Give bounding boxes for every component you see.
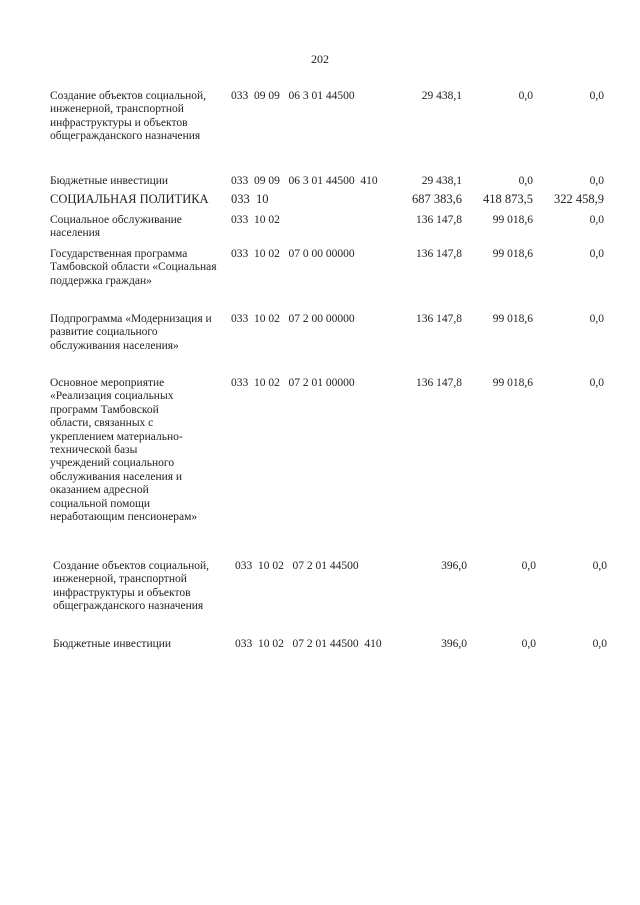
row-value-3: 0,0	[589, 313, 604, 325]
row-value-3: 0,0	[589, 377, 604, 389]
row-value-3: 322 458,9	[554, 192, 604, 206]
page-number: 202	[311, 52, 329, 66]
row-code: 033 09 09 06 3 01 44500	[231, 90, 355, 102]
row-value-2: 99 018,6	[492, 313, 533, 325]
row-value-2: 0,0	[521, 638, 536, 650]
row-value-3: 0,0	[592, 560, 607, 572]
row-name: Создание объектов социальной, инженерной, транспортной инфраструктуры и объектов общегражданского назначения	[50, 90, 207, 143]
row-value-2: 99 018,6	[492, 248, 533, 260]
row-code: 033 09 09 06 3 01 44500 410	[231, 175, 378, 187]
row-value-1: 396,0	[441, 560, 467, 572]
row-code: 033 10 02 07 2 01 44500 410	[235, 638, 382, 650]
row-name: Бюджетные инвестиции	[50, 175, 169, 187]
row-value-2: 99 018,6	[492, 377, 533, 389]
row-name: Социальное обслуживание населения	[50, 214, 182, 240]
row-value-3: 0,0	[589, 248, 604, 260]
row-code: 033 10 02 07 0 00 00000	[231, 248, 355, 260]
row-value-1: 29 438,1	[421, 90, 462, 102]
row-value-3: 0,0	[589, 90, 604, 102]
row-name: Основное мероприятие «Реализация социальных программ Тамбовской области, связанных с укреплением материально-технической базы учреждений социального обслуживания населения и оказанием адресной социальной помощи неработающим пенсионерам»	[50, 377, 198, 524]
row-value-3: 0,0	[589, 175, 604, 187]
row-value-1: 136 147,8	[416, 214, 462, 226]
row-value-1: 396,0	[441, 638, 467, 650]
row-code: 033 10	[231, 192, 269, 206]
row-name: Создание объектов социальной, инженерной, транспортной инфраструктуры и объектов общегражданского назначения	[53, 560, 210, 613]
row-code: 033 10 02 07 2 01 44500	[235, 560, 359, 572]
row-value-1: 136 147,8	[416, 248, 462, 260]
row-name: Государственная программа Тамбовской области «Социальная поддержка граждан»	[50, 248, 217, 287]
row-value-3: 0,0	[592, 638, 607, 650]
row-value-2: 0,0	[518, 90, 533, 102]
row-code: 033 10 02 07 2 00 00000	[231, 313, 355, 325]
row-name: Подпрограмма «Модернизация и развитие социального обслуживания населения»	[50, 313, 212, 352]
row-name: СОЦИАЛЬНАЯ ПОЛИТИКА	[50, 192, 209, 206]
row-value-1: 29 438,1	[421, 175, 462, 187]
row-name: Бюджетные инвестиции	[53, 638, 172, 650]
row-value-1: 136 147,8	[416, 377, 462, 389]
row-code: 033 10 02	[231, 214, 280, 226]
row-value-2: 0,0	[521, 560, 536, 572]
row-value-2: 99 018,6	[492, 214, 533, 226]
row-value-1: 687 383,6	[412, 192, 462, 206]
row-value-3: 0,0	[589, 214, 604, 226]
row-value-1: 136 147,8	[416, 313, 462, 325]
row-code: 033 10 02 07 2 01 00000	[231, 377, 355, 389]
row-value-2: 0,0	[518, 175, 533, 187]
row-value-2: 418 873,5	[483, 192, 533, 206]
